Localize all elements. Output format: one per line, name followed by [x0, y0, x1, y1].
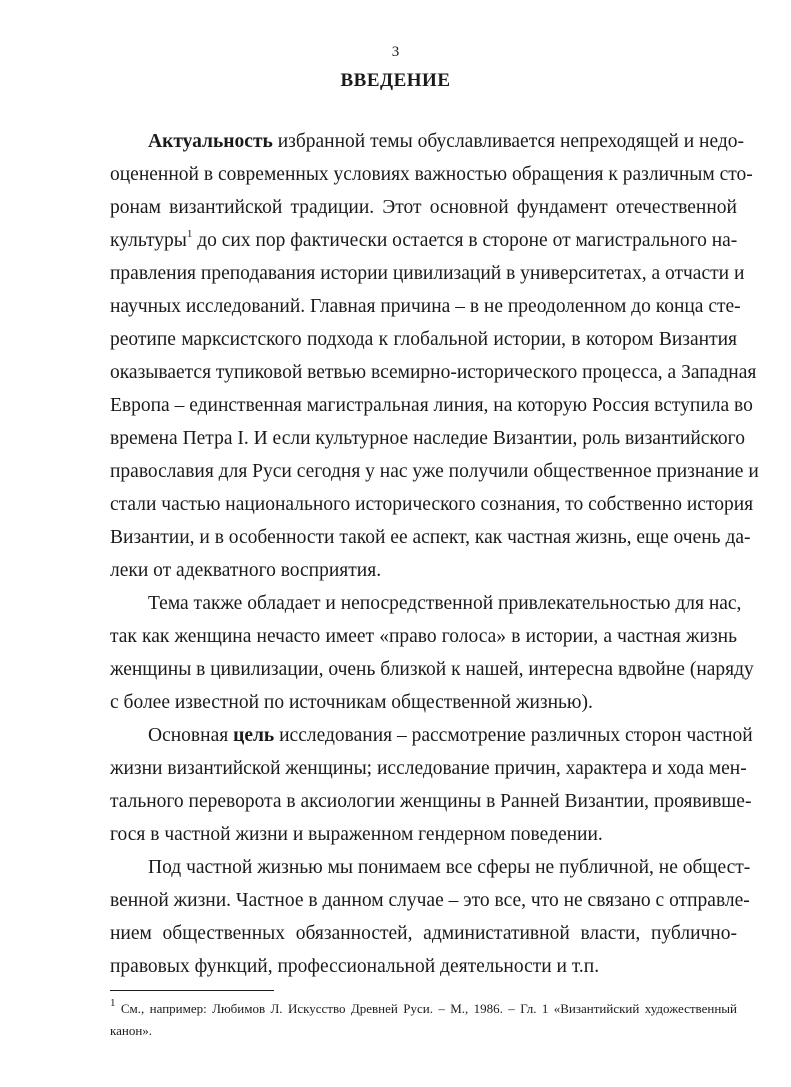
text-line: нием общественных обязанностей, администативной власти, публично- [110, 923, 737, 944]
text-line: научных исследований. Главная причина – в не преодоленном до конца сте- [110, 296, 741, 317]
text-line: ронам византийской традиции. Этот основной фундамент отечественной [110, 197, 737, 218]
text-line: православия для Руси сегодня у нас уже получили общественное признание и [110, 461, 759, 482]
text-line: так как женщина нечасто имеет «право голоса» в истории, а частная жизнь [110, 626, 737, 647]
text-line: Европа – единственная магистральная линия, на которую Россия вступила во [110, 395, 753, 416]
text-line: жизни византийской женщины; исследование причин, характера и хода мен- [110, 758, 747, 779]
bold-term-relevance: Актуальность [148, 131, 273, 152]
text-line: культуры$^1$ до сих пор фактически остается в стороне от магистрального на- [110, 227, 738, 251]
footnote-divider [110, 990, 274, 991]
footnote-marker: 1 [110, 996, 116, 1009]
text-line: женщины в цивилизации, очень близкой к нашей, интересна вдвойне (наряду [110, 659, 754, 680]
text-line: венной жизни. Частное в данном случае – это все, что не связано с отправле- [110, 890, 750, 911]
text-line: с более известной по источникам общественной жизнью). [110, 692, 593, 713]
page-number: 3 [391, 44, 400, 60]
bold-term-goal: цель [233, 725, 275, 746]
text-line: Под частной жизнью мы понимаем все сферы не публичной, не общест- [148, 857, 751, 878]
text-line: стали частью национального исторического сознания, то собственно история [110, 494, 754, 515]
text-line: реотипе марксистского подхода к глобальной истории, в котором Византия [110, 329, 737, 350]
text-line: времена Петра I. И если культурное наследие Византии, роль византийского [110, 428, 745, 449]
text-line: Византии, и в особенности такой ее аспект, как частная жизнь, еще очень да- [110, 527, 751, 548]
text-line: тального переворота в аксиологии женщины в Ранней Византии, проявивше- [110, 791, 752, 812]
text-line: правления преподавания истории цивилизаций в университетах, а отчасти и [110, 263, 745, 284]
footnote-line: канон». [110, 1023, 153, 1038]
text-line: правовых функций, профессиональной деятельности и т.п. [110, 956, 600, 977]
text-line: оцененной в современных условиях важностью обращения к различным сто- [110, 164, 753, 185]
text-line: Актуальность избранной темы обуславливается непреходящей и недо- [148, 131, 745, 152]
text-line: гося в частной жизни и выраженном гендерном поведении. [110, 824, 603, 845]
text-line: оказывается тупиковой ветвью всемирно-исторического процесса, а Западная [110, 362, 757, 383]
section-title: ВВЕДЕНИЕ [340, 70, 451, 91]
text-line: леки от адекватного восприятия. [110, 560, 382, 581]
footnote-reference[interactable]: 1 [186, 227, 193, 240]
text-line: Основная цель исследования – рассмотрение различных сторон частной [148, 725, 753, 746]
footnote-line: $^1$ См., например: Любимов Л. Искусство Древней Руси. – М., 1986. – Гл. 1 «Византийский художественный [110, 996, 737, 1016]
text-line: Тема также обладает и непосредственной привлекательностью для нас, [148, 593, 742, 614]
